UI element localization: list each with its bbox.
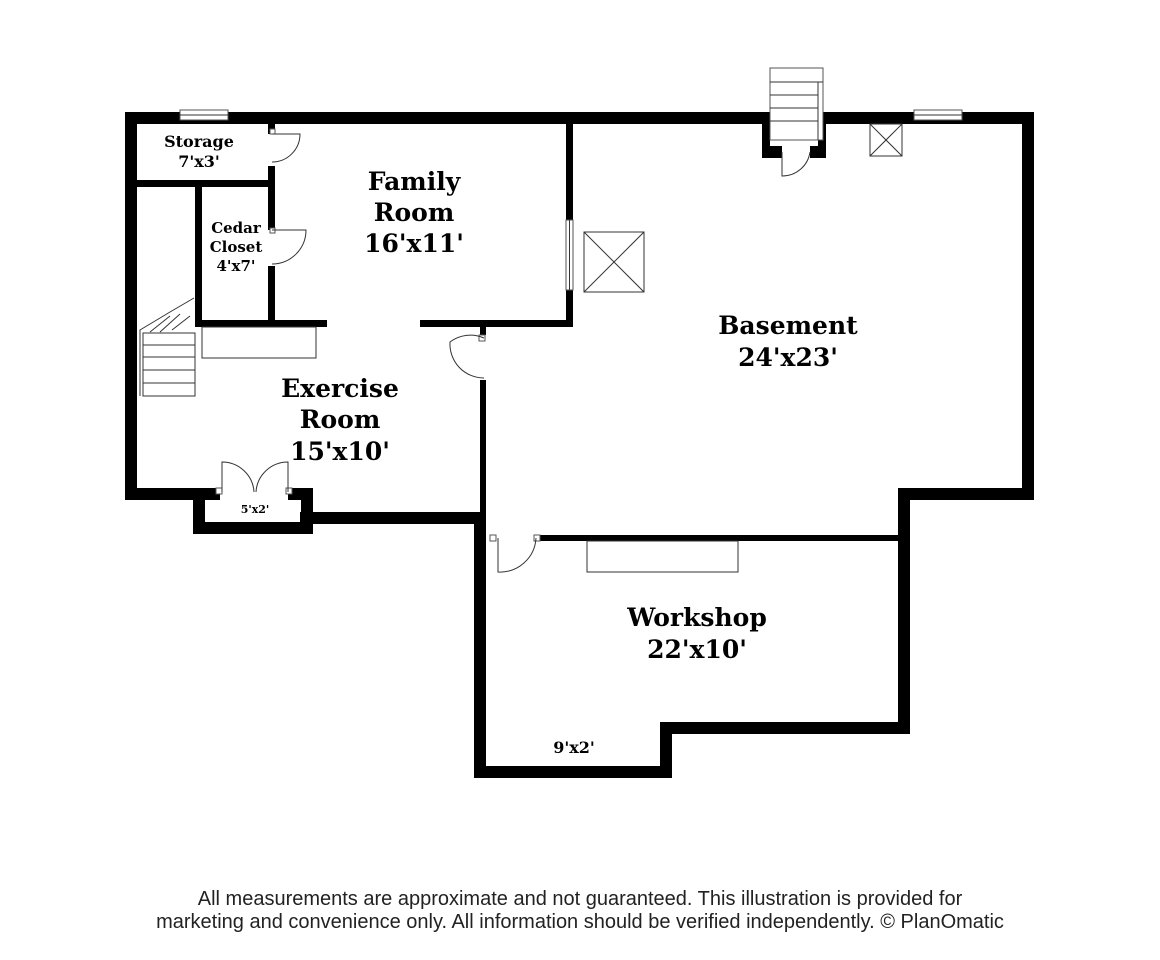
disclaimer xyxy=(0,888,1160,934)
workbench xyxy=(587,541,738,572)
room-basement xyxy=(718,311,858,372)
alcove-size: 5'x2' xyxy=(240,503,270,516)
exercise-room-size: 15'x10' xyxy=(290,437,390,466)
basement-size: 24'x23' xyxy=(738,343,838,372)
room-exercise-room xyxy=(281,374,399,466)
cedar-closet-size: 4'x7' xyxy=(216,257,256,275)
workshop-nook-size: 9'x2' xyxy=(553,738,595,757)
cedar-closet-name-2: Closet xyxy=(209,238,263,256)
disclaimer-line-2: marketing and convenience only. All information should be verified independently. © PlanOmatic xyxy=(156,911,1004,933)
storage-size: 7'x3' xyxy=(178,152,220,171)
disclaimer-line-1: All measurements are approximate and not guaranteed. This illustration is provided for xyxy=(197,888,963,910)
basement-name: Basement xyxy=(718,311,858,340)
room-family-room xyxy=(364,167,464,258)
exercise-room-name-1: Exercise xyxy=(281,374,399,403)
room-workshop xyxy=(626,603,767,664)
family-room-name-1: Family xyxy=(367,167,461,196)
utility-fixtures xyxy=(584,124,902,292)
room-storage xyxy=(164,132,234,171)
family-room-name-2: Room xyxy=(373,198,455,227)
family-room-size: 16'x11' xyxy=(364,229,464,258)
workshop-size: 22'x10' xyxy=(647,635,747,664)
exterior-walls xyxy=(125,112,1034,778)
exercise-room-name-2: Room xyxy=(299,405,381,434)
room-cedar-closet xyxy=(210,219,263,275)
workshop-name: Workshop xyxy=(627,603,767,632)
storage-name: Storage xyxy=(164,132,234,151)
cedar-closet-name-1: Cedar xyxy=(211,219,261,237)
stairs-top xyxy=(770,68,823,140)
